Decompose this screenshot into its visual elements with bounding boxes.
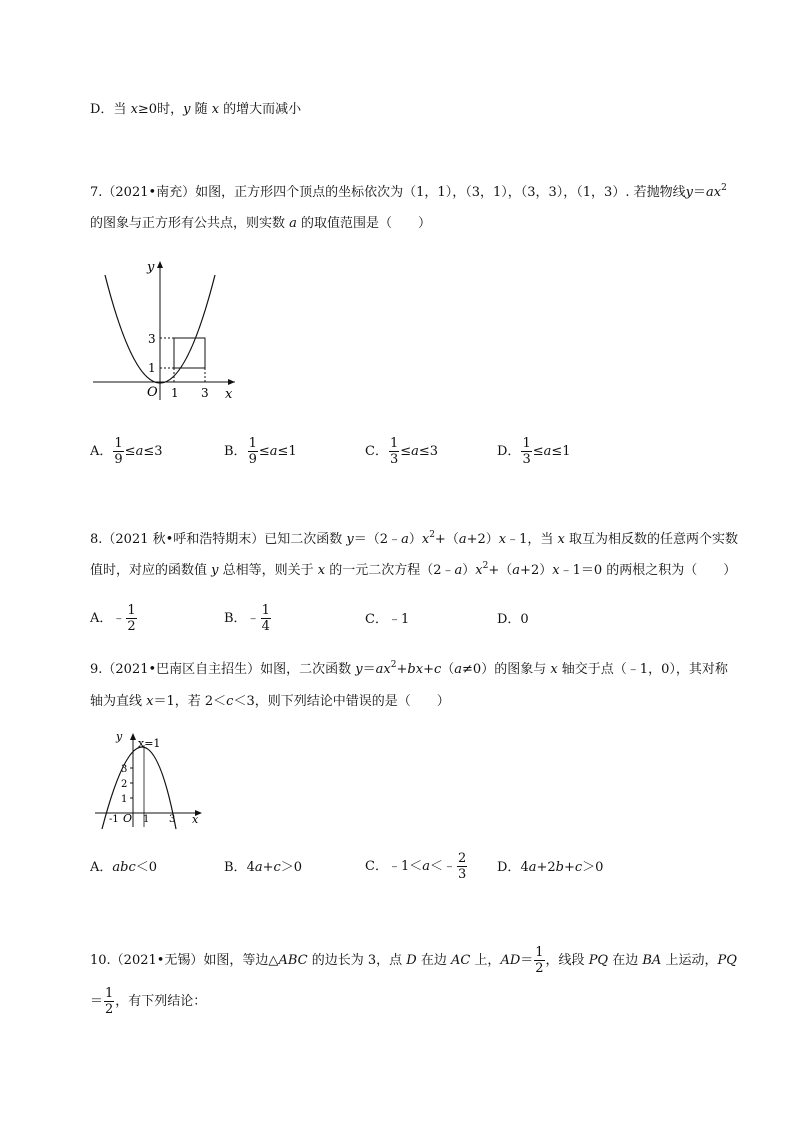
denominator: 3 — [458, 867, 467, 882]
var: ax — [705, 185, 722, 200]
var: x — [211, 102, 220, 117]
denominator: 9 — [114, 452, 123, 467]
text: ﹣1，当 — [506, 532, 558, 547]
q9-option-b — [224, 858, 302, 878]
q9-parabola-figure — [90, 725, 210, 835]
text: ，有下列结论： — [115, 994, 207, 1009]
text: + — [563, 860, 575, 875]
text: 4 — [246, 860, 255, 875]
text: ＜﹣ — [429, 859, 456, 874]
q7-line1 — [90, 183, 727, 203]
var: a — [254, 860, 263, 875]
numerator: 2 — [458, 851, 467, 866]
var: y — [183, 102, 191, 117]
var: BA — [642, 953, 662, 968]
text: +2） — [466, 532, 499, 547]
fraction — [521, 436, 531, 467]
q8-line1 — [90, 530, 738, 550]
numerator: 1 — [389, 436, 399, 451]
text: 9.（2021•巴南区自主招生）如图，二次函数 — [90, 662, 356, 677]
var: ABC — [278, 953, 308, 968]
text: 在边 — [416, 953, 451, 968]
option-label: D． — [497, 860, 521, 875]
q7-line2 — [90, 214, 431, 234]
var: abc — [112, 860, 136, 875]
text: 的图象与正方形有公共点，则实数 — [90, 216, 290, 231]
var: c — [574, 860, 583, 875]
fraction — [457, 851, 467, 882]
text: ≤3 — [418, 444, 439, 459]
text: ＝ — [90, 994, 104, 1009]
fraction — [104, 986, 114, 1017]
text: ≤ — [258, 444, 270, 459]
exponent: 2 — [390, 660, 397, 670]
text: 轴交于点（﹣1，0），其对称 — [557, 662, 728, 677]
var: a — [269, 444, 278, 459]
text: ） — [408, 532, 422, 547]
option-label: B． — [224, 611, 247, 626]
exponent: 2 — [482, 561, 489, 571]
denominator: 2 — [105, 1002, 114, 1017]
numerator: 1 — [248, 436, 257, 451]
text: 总相等，则关于 — [218, 563, 318, 578]
text: ，线段 — [545, 953, 589, 968]
var: y — [211, 563, 219, 578]
denominator: 4 — [261, 619, 270, 634]
text: 4 — [520, 860, 529, 875]
exponent: 2 — [721, 183, 727, 193]
var: ax — [375, 662, 391, 677]
var: a — [401, 532, 409, 547]
var: PQ — [717, 953, 737, 968]
origin-label: O — [147, 385, 158, 400]
fraction — [126, 603, 136, 634]
q7-option-c — [365, 436, 438, 467]
text: ） — [462, 563, 476, 578]
text: 取互为相反数的任意两个实数 — [564, 532, 738, 547]
q8-option-a — [90, 603, 138, 634]
var: x — [550, 662, 558, 677]
var: x — [421, 532, 430, 547]
x-label: x — [225, 387, 233, 402]
numerator: 1 — [535, 945, 544, 960]
tick-x1: 1 — [171, 386, 179, 400]
q10-line1 — [90, 945, 737, 976]
q9-line2 — [90, 692, 450, 712]
var: c — [226, 694, 234, 709]
var: x — [130, 102, 138, 117]
tick-y3: 3 — [121, 764, 128, 775]
text: + — [423, 662, 434, 677]
text: ﹣1＝0 的两根之积为（ ） — [559, 563, 737, 578]
denominator: 3 — [389, 452, 399, 467]
var: a — [411, 444, 419, 459]
numerator: 1 — [114, 436, 123, 451]
text: ＞0 — [280, 860, 303, 875]
y-axis-arrow — [157, 261, 163, 268]
option-label: C．﹣1＜ — [365, 859, 423, 874]
text: 上运动， — [661, 953, 718, 968]
text: ≤1 — [277, 444, 297, 459]
text: 上， — [470, 953, 501, 968]
text: D．当 — [90, 102, 131, 117]
text: 的一元二次方程（2﹣ — [325, 563, 455, 578]
text: ≤ — [532, 444, 544, 459]
var: D — [406, 953, 417, 968]
text: 10.（2021•无锡）如图，等边△ — [90, 953, 279, 968]
q7-option-d — [497, 436, 571, 467]
text: ≤ — [124, 444, 136, 459]
fraction — [389, 436, 399, 467]
text: 的取值范围是（ ） — [296, 216, 432, 231]
q10-line2 — [90, 986, 206, 1017]
option-label: D． — [497, 444, 521, 459]
var: x — [557, 532, 565, 547]
fraction — [261, 603, 271, 634]
var: AC — [450, 953, 471, 968]
var: a — [289, 216, 297, 231]
var: y — [355, 662, 363, 677]
var: a — [454, 662, 463, 677]
text: ﹣ — [112, 611, 126, 626]
var: y — [346, 532, 354, 547]
axis-of-symmetry-label: x=1 — [138, 737, 161, 750]
var: x — [552, 563, 560, 578]
var: a — [543, 444, 552, 459]
q8-option-d: D．0 — [497, 612, 529, 627]
q8-line2 — [90, 561, 736, 581]
text: 在边 — [608, 953, 643, 968]
var: AD — [500, 953, 521, 968]
option-label: B． — [224, 860, 247, 875]
option-label: A． — [90, 860, 113, 875]
text: ＝ — [520, 953, 534, 968]
text: ≤1 — [551, 444, 571, 459]
y-axis-arrow — [130, 733, 136, 740]
tick-y3: 3 — [148, 332, 156, 346]
numerator: 1 — [261, 603, 270, 618]
tick-x1: 1 — [143, 814, 150, 825]
var: a — [135, 444, 144, 459]
q9-option-a — [90, 858, 157, 878]
var: bx — [407, 662, 424, 677]
var: a — [454, 563, 463, 578]
text: ＞0 — [582, 860, 604, 875]
x-axis-arrow — [228, 379, 235, 385]
fraction — [113, 436, 123, 467]
denominator: 9 — [248, 452, 257, 467]
var: a — [422, 859, 430, 874]
var: c — [273, 860, 281, 875]
text: 值时，对应的函数值 — [90, 563, 212, 578]
var: a — [528, 860, 537, 875]
x-label: x — [192, 813, 199, 826]
text: ≤3 — [143, 444, 163, 459]
text: 轴为直线 — [90, 694, 147, 709]
numerator: 1 — [105, 986, 114, 1001]
var: x — [498, 532, 507, 547]
q7-parabola-figure — [85, 255, 245, 405]
denominator: 3 — [522, 452, 531, 467]
tick-xm1: -1 — [109, 814, 119, 825]
q9-line1 — [90, 660, 728, 680]
text: +2） — [520, 563, 553, 578]
tick-y1: 1 — [121, 794, 128, 805]
var: b — [555, 860, 564, 875]
q9-option-d — [497, 858, 603, 878]
origin-label: O — [123, 812, 133, 825]
var: x — [475, 563, 483, 578]
q8-option-b — [224, 603, 272, 634]
option-label: B． — [224, 444, 247, 459]
y-label: y — [116, 730, 123, 743]
text: ≥0时， — [137, 102, 184, 117]
option-label: A． — [90, 611, 113, 626]
text: 的边长为 3，点 — [307, 953, 407, 968]
text: 随 — [190, 102, 212, 117]
tick-x3: 3 — [201, 386, 209, 400]
tick-y2: 2 — [121, 779, 128, 790]
var: a — [512, 563, 521, 578]
text: ＝（2﹣ — [353, 532, 402, 547]
text: ＝1，若 2＜ — [153, 694, 227, 709]
text: （ — [441, 662, 455, 677]
numerator: 1 — [127, 603, 136, 618]
exponent: 2 — [429, 530, 435, 540]
fraction — [248, 436, 258, 467]
fraction — [534, 945, 544, 976]
var: PQ — [588, 953, 609, 968]
text: + — [396, 662, 408, 677]
text: ≠0）的图象与 — [462, 662, 551, 677]
text: ＜3，则下列结论中错误的是（ ） — [233, 694, 450, 709]
text: +（ — [434, 532, 459, 547]
option-label: C． — [365, 444, 388, 459]
var: a — [458, 532, 467, 547]
text: 8.（2021 秋•呼和浩特期末）已知二次函数 — [90, 532, 347, 547]
text: ＜0 — [135, 860, 158, 875]
text: + — [262, 860, 274, 875]
q9-option-c — [365, 851, 468, 882]
option-label: A． — [90, 444, 113, 459]
text: 7.（2021•南充）如图，正方形四个顶点的坐标依次为（1，1），（3，1），（3，3），（1，3）. 若抛物线 — [90, 185, 686, 200]
numerator: 1 — [522, 436, 531, 451]
var: x — [317, 563, 326, 578]
q7-option-a — [90, 436, 163, 467]
text: ﹣ — [246, 611, 260, 626]
var: c — [433, 662, 442, 677]
var: x — [146, 694, 154, 709]
y-label: y — [147, 260, 155, 275]
q8-option-c: C．﹣1 — [365, 612, 410, 627]
text: 的增大而减小 — [219, 102, 302, 117]
text: +2 — [536, 860, 556, 875]
var: y — [685, 185, 693, 200]
q6-option-d — [90, 100, 301, 120]
denominator: 2 — [535, 961, 544, 976]
text: ＝ — [692, 185, 706, 200]
text: +（ — [488, 563, 513, 578]
q7-option-b — [224, 436, 297, 467]
text: ≤ — [400, 444, 412, 459]
denominator: 2 — [127, 619, 136, 634]
tick-y1: 1 — [148, 361, 156, 375]
text: ＝ — [362, 662, 376, 677]
tick-x3: 3 — [169, 814, 176, 825]
